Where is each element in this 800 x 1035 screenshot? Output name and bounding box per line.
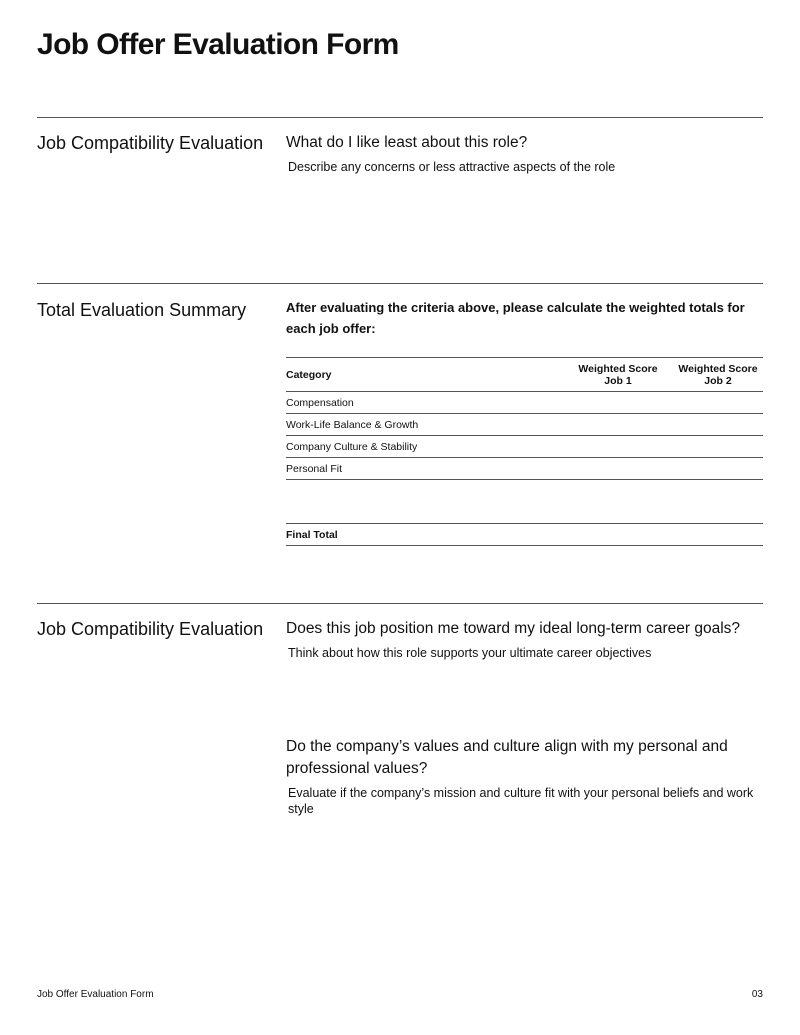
section-label: Job Compatibility Evaluation — [37, 619, 264, 639]
column-header-job1 — [563, 358, 673, 392]
table-row — [286, 414, 763, 436]
row-category: Work-Life Balance & Growth — [286, 414, 563, 436]
page-number: 03 — [751, 989, 763, 1000]
blank-category-cell[interactable] — [286, 480, 563, 524]
page-title: Job Offer Evaluation Form — [37, 28, 399, 61]
hint-like-least: Describe any concerns or less attractive aspects of the role — [288, 160, 616, 174]
job1-score-cell[interactable] — [563, 414, 673, 436]
row-category: Compensation — [286, 392, 563, 414]
question-career-goals: Does this job position me toward my ideal long-term career goals? — [286, 620, 741, 637]
footer-title: Job Offer Evaluation Form — [37, 989, 154, 1000]
section-label: Total Evaluation Summary — [37, 300, 247, 320]
job1-score-cell[interactable] — [563, 480, 673, 524]
job2-total-cell[interactable] — [673, 524, 763, 546]
job2-score-cell[interactable] — [673, 436, 763, 458]
row-category: Company Culture & Stability — [286, 436, 563, 458]
question-like-least: What do I like least about this role? — [286, 134, 528, 151]
job2-score-cell[interactable] — [673, 392, 763, 414]
job1-score-cell[interactable] — [563, 458, 673, 480]
section-job-compatibility-goals — [37, 603, 763, 964]
table-row — [286, 436, 763, 458]
section-total-evaluation-summary — [37, 283, 763, 604]
table-row — [286, 458, 763, 480]
summary-intro: After evaluating the criteria above, please calculate the weighted totals for each job offer: — [286, 300, 745, 336]
job2-score-cell[interactable] — [673, 414, 763, 436]
section-job-compatibility-dislike — [37, 117, 763, 284]
table-row-blank — [286, 480, 763, 524]
weighted-score-table — [286, 357, 763, 546]
table-row-final-total — [286, 524, 763, 546]
job2-score-cell[interactable] — [673, 458, 763, 480]
column-header-job2-line2: Job 2 — [704, 374, 732, 387]
column-header-job1-line2: Job 1 — [604, 374, 632, 387]
job2-score-cell[interactable] — [673, 480, 763, 524]
row-category: Personal Fit — [286, 458, 563, 480]
hint-values-alignment: Evaluate if the company’s mission and culture fit with your personal beliefs and work style — [288, 786, 754, 816]
hint-career-goals: Think about how this role supports your ultimate career objectives — [288, 646, 652, 660]
column-header-category: Category — [286, 358, 563, 392]
column-header-job1-line1: Weighted Score — [578, 362, 658, 375]
final-total-label: Final Total — [286, 524, 563, 546]
section-label: Job Compatibility Evaluation — [37, 133, 264, 153]
job1-total-cell[interactable] — [563, 524, 673, 546]
table-header-row — [286, 358, 763, 392]
column-header-job2-line1: Weighted Score — [678, 362, 758, 375]
job1-score-cell[interactable] — [563, 436, 673, 458]
column-header-job2 — [673, 358, 763, 392]
question-values-alignment: Do the company’s values and culture align with my personal and professional values? — [286, 738, 728, 777]
table-row — [286, 392, 763, 414]
job1-score-cell[interactable] — [563, 392, 673, 414]
